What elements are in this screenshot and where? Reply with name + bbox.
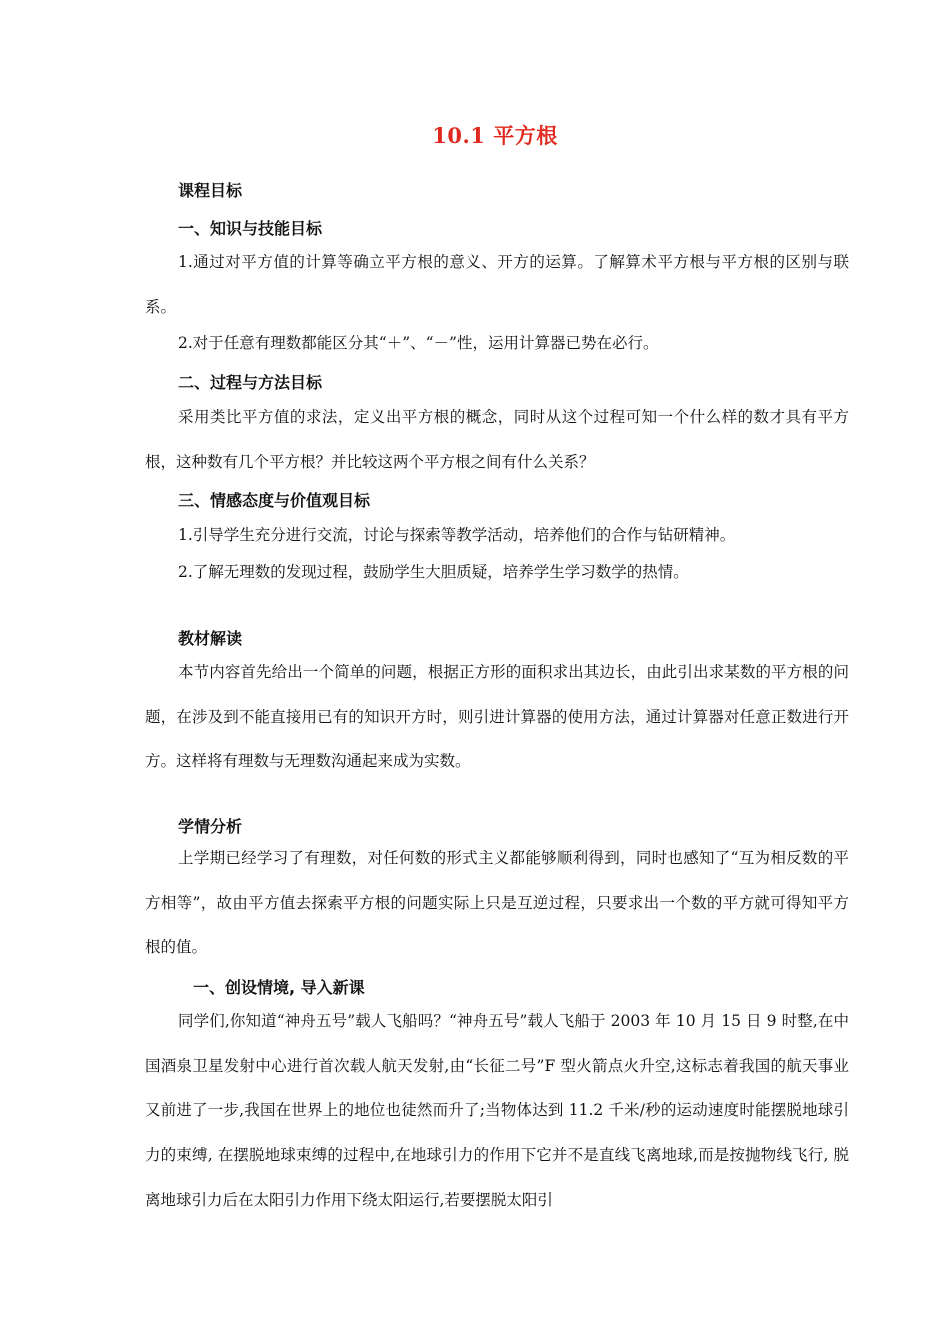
section-heading-course-goals: 课程目标 (178, 181, 243, 200)
section-heading-intro: 一、创设情境, 导入新课 (193, 978, 365, 997)
subheading-emotion-values: 三、情感态度与价值观目标 (178, 491, 371, 510)
paragraph-knowledge-2: 2.对于任意有理数都能区分其“＋”、“－”性，运用计算器已势在必行。 (178, 334, 659, 352)
paragraph-intro: 同学们,你知道“神舟五号”载人飞船吗？“神舟五号”载人飞船于 2003 年 10 月 15 日 9 时整,在中国酒泉卫星发射中心进行首次载人航天发射,由“长征二号”F 型火箭点火升空,这标志着我国的航天事业又前进了一步,我国在世界上的地位也徒然而升了;当物体达到 11.2 千米/秒的运动速度时能摆脱地球引力的束缚, 在摆脱地球束缚的过程中,在地球引力的作用下它并不是直线飞离地球,而是按抛物线飞行, 脱离地球引力后在太阳引力作用下绕太阳运行,若要摆脱太阳引 (145, 1012, 849, 1209)
subheading-process-methods: 二、过程与方法目标 (178, 373, 323, 392)
paragraph-textbook: 本节内容首先给出一个简单的问题，根据正方形的面积求出其边长，由此引出求某数的平方根的问题，在涉及到不能直接用已有的知识开方时，则引进计算器的使用方法，通过计算器对任意正数进行开方。这样将有理数与无理数沟通起来成为实数。 (145, 663, 849, 771)
subheading-knowledge-skills: 一、知识与技能目标 (178, 219, 323, 238)
paragraph-process-1: 采用类比平方值的求法，定义出平方根的概念，同时从这个过程可知一个什么样的数才具有平方根，这种数有几个平方根？并比较这两个平方根之间有什么关系？ (145, 408, 849, 471)
paragraph-knowledge-1: 1.通过对平方值的计算等确立平方根的意义、开方的运算。了解算术平方根与平方根的区别与联系。 (145, 253, 849, 316)
paragraph-emotion-1: 1.引导学生充分进行交流，讨论与探索等教学活动，培养他们的合作与钻研精神。 (178, 526, 736, 544)
page-title: 10.1 平方根 (432, 123, 558, 148)
paragraph-emotion-2: 2.了解无理数的发现过程，鼓励学生大胆质疑，培养学生学习数学的热情。 (178, 563, 689, 581)
section-heading-textbook: 教材解读 (178, 629, 243, 648)
section-heading-student-analysis: 学情分析 (178, 817, 243, 836)
paragraph-student-analysis: 上学期已经学习了有理数，对任何数的形式主义都能够顺利得到，同时也感知了“互为相反数的平方相等”，故由平方值去探索平方根的问题实际上只是互逆过程，只要求出一个数的平方就可得知平方根的值。 (145, 849, 849, 957)
